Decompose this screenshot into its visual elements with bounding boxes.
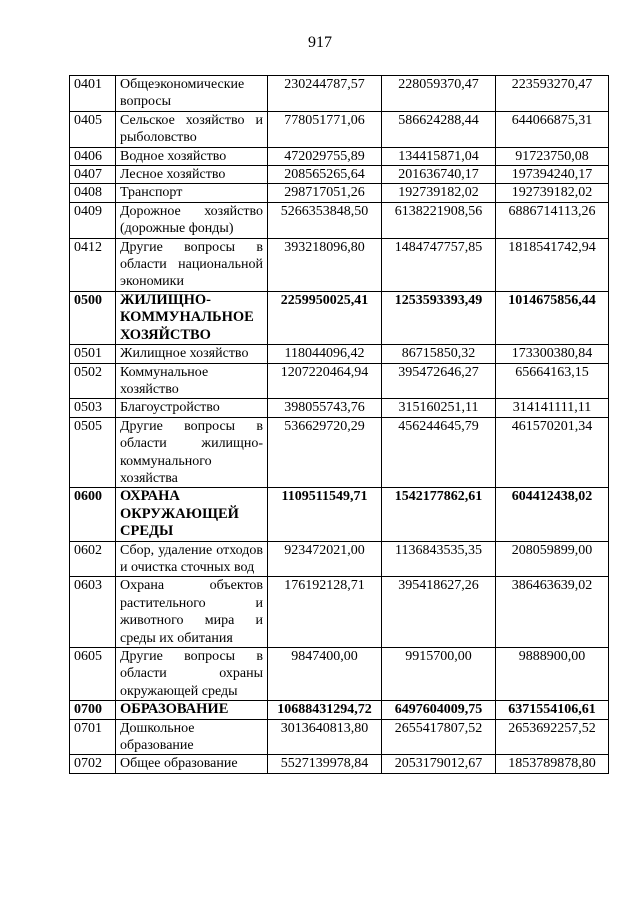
section-code-cell: 0600: [70, 488, 116, 541]
amount-2-cell: 192739182,02: [382, 184, 496, 202]
section-code-cell: 0406: [70, 147, 116, 165]
section-name-cell: ОБРАЗОВАНИЕ: [116, 701, 268, 719]
amount-2-cell: 2655417807,52: [382, 719, 496, 755]
amount-3-cell: 1853789878,80: [496, 755, 609, 773]
section-name-cell: ОХРАНА ОКРУЖАЮЩЕЙ СРЕДЫ: [116, 488, 268, 541]
amount-2-cell: 1484747757,85: [382, 238, 496, 291]
amount-2-cell: 6497604009,75: [382, 701, 496, 719]
table-row: [70, 76, 609, 112]
section-name-cell: Дорожное хозяйство (дорожные фонды): [116, 202, 268, 238]
amount-3-cell: 1014675856,44: [496, 291, 609, 344]
amount-1-cell: 9847400,00: [268, 648, 382, 701]
amount-3-cell: 604412438,02: [496, 488, 609, 541]
amount-2-cell: 586624288,44: [382, 111, 496, 147]
page-number: 917: [308, 34, 332, 51]
section-code-cell: 0502: [70, 363, 116, 399]
amount-3-cell: 461570201,34: [496, 417, 609, 488]
table-row: [70, 541, 609, 577]
amount-1-cell: 5527139978,84: [268, 755, 382, 773]
section-name-cell: Жилищное хозяйство: [116, 345, 268, 363]
section-code-cell: 0500: [70, 291, 116, 344]
amount-1-cell: 778051771,06: [268, 111, 382, 147]
section-name-cell: Дошкольное образование: [116, 719, 268, 755]
amount-1-cell: 536629720,29: [268, 417, 382, 488]
amount-3-cell: 6371554106,61: [496, 701, 609, 719]
section-code-cell: 0503: [70, 399, 116, 417]
amount-1-cell: 208565265,64: [268, 166, 382, 184]
section-name-cell: Сбор, удаление отходов и очистка сточных вод: [116, 541, 268, 577]
amount-2-cell: 1136843535,35: [382, 541, 496, 577]
section-name-cell: Сельское хозяйство и рыболовство: [116, 111, 268, 147]
table-row: [70, 363, 609, 399]
section-name-cell: Благоустройство: [116, 399, 268, 417]
section-code-cell: 0700: [70, 701, 116, 719]
amount-2-cell: 2053179012,67: [382, 755, 496, 773]
amount-2-cell: 315160251,11: [382, 399, 496, 417]
amount-2-cell: 1253593393,49: [382, 291, 496, 344]
amount-3-cell: 65664163,15: [496, 363, 609, 399]
amount-3-cell: 2653692257,52: [496, 719, 609, 755]
amount-2-cell: 395418627,26: [382, 577, 496, 648]
amount-1-cell: 923472021,00: [268, 541, 382, 577]
table-row: [70, 399, 609, 417]
section-code-cell: 0408: [70, 184, 116, 202]
table-row: [70, 488, 609, 541]
amount-1-cell: 176192128,71: [268, 577, 382, 648]
table-row: [70, 202, 609, 238]
table-row: [70, 166, 609, 184]
amount-2-cell: 395472646,27: [382, 363, 496, 399]
table-row: [70, 719, 609, 755]
amount-1-cell: 3013640813,80: [268, 719, 382, 755]
section-name-cell: Водное хозяйство: [116, 147, 268, 165]
amount-1-cell: 298717051,26: [268, 184, 382, 202]
budget-table: [69, 75, 609, 774]
section-code-cell: 0605: [70, 648, 116, 701]
amount-1-cell: 5266353848,50: [268, 202, 382, 238]
amount-3-cell: 1818541742,94: [496, 238, 609, 291]
amount-3-cell: 91723750,08: [496, 147, 609, 165]
amount-3-cell: 314141111,11: [496, 399, 609, 417]
table-row: [70, 648, 609, 701]
amount-3-cell: 173300380,84: [496, 345, 609, 363]
section-name-cell: Другие вопросы в области национальной экономики: [116, 238, 268, 291]
amount-1-cell: 472029755,89: [268, 147, 382, 165]
amount-3-cell: 386463639,02: [496, 577, 609, 648]
section-code-cell: 0505: [70, 417, 116, 488]
amount-2-cell: 456244645,79: [382, 417, 496, 488]
section-code-cell: 0412: [70, 238, 116, 291]
amount-1-cell: 398055743,76: [268, 399, 382, 417]
section-code-cell: 0701: [70, 719, 116, 755]
amount-3-cell: 6886714113,26: [496, 202, 609, 238]
table-row: [70, 755, 609, 773]
section-code-cell: 0401: [70, 76, 116, 112]
section-name-cell: Другие вопросы в области жилищно-коммунального хозяйства: [116, 417, 268, 488]
section-name-cell: Лесное хозяйство: [116, 166, 268, 184]
section-name-cell: Транспорт: [116, 184, 268, 202]
amount-1-cell: 2259950025,41: [268, 291, 382, 344]
amount-1-cell: 393218096,80: [268, 238, 382, 291]
section-name-cell: ЖИЛИЩНО-КОММУНАЛЬНОЕ ХОЗЯЙСТВО: [116, 291, 268, 344]
amount-3-cell: 9888900,00: [496, 648, 609, 701]
amount-2-cell: 9915700,00: [382, 648, 496, 701]
amount-3-cell: 208059899,00: [496, 541, 609, 577]
amount-3-cell: 223593270,47: [496, 76, 609, 112]
section-name-cell: Общее образование: [116, 755, 268, 773]
amount-1-cell: 118044096,42: [268, 345, 382, 363]
amount-2-cell: 6138221908,56: [382, 202, 496, 238]
table-row: [70, 417, 609, 488]
budget-table-body: [70, 76, 609, 774]
section-code-cell: 0603: [70, 577, 116, 648]
amount-2-cell: 228059370,47: [382, 76, 496, 112]
section-name-cell: Общеэкономические вопросы: [116, 76, 268, 112]
section-code-cell: 0407: [70, 166, 116, 184]
amount-3-cell: 197394240,17: [496, 166, 609, 184]
amount-1-cell: 1207220464,94: [268, 363, 382, 399]
amount-1-cell: 230244787,57: [268, 76, 382, 112]
table-row: [70, 701, 609, 719]
table-row: [70, 111, 609, 147]
table-row: [70, 345, 609, 363]
table-row: [70, 291, 609, 344]
amount-3-cell: 644066875,31: [496, 111, 609, 147]
section-code-cell: 0602: [70, 541, 116, 577]
amount-2-cell: 134415871,04: [382, 147, 496, 165]
table-row: [70, 184, 609, 202]
amount-2-cell: 1542177862,61: [382, 488, 496, 541]
section-code-cell: 0702: [70, 755, 116, 773]
table-row: [70, 147, 609, 165]
section-code-cell: 0405: [70, 111, 116, 147]
section-name-cell: Коммунальное хозяйство: [116, 363, 268, 399]
section-code-cell: 0501: [70, 345, 116, 363]
section-name-cell: Охрана объектов растительного и животного мира и среды их обитания: [116, 577, 268, 648]
section-name-cell: Другие вопросы в области охраны окружающей среды: [116, 648, 268, 701]
table-row: [70, 577, 609, 648]
amount-2-cell: 201636740,17: [382, 166, 496, 184]
table-row: [70, 238, 609, 291]
section-code-cell: 0409: [70, 202, 116, 238]
amount-1-cell: 1109511549,71: [268, 488, 382, 541]
amount-2-cell: 86715850,32: [382, 345, 496, 363]
amount-3-cell: 192739182,02: [496, 184, 609, 202]
amount-1-cell: 10688431294,72: [268, 701, 382, 719]
